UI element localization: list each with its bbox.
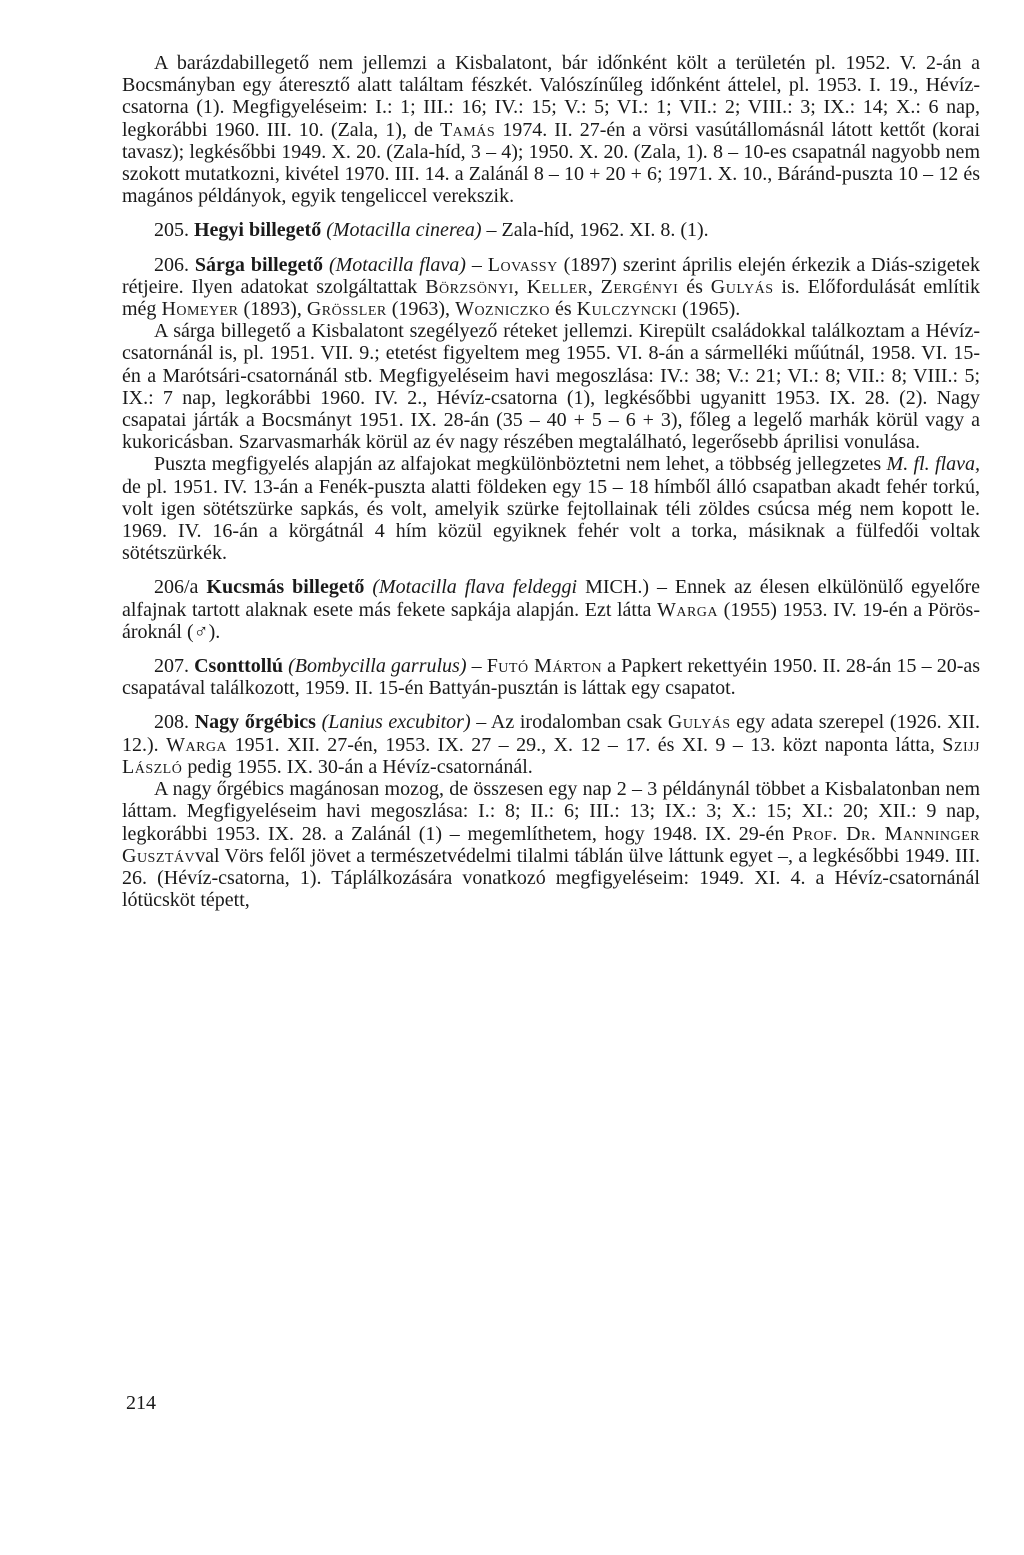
text-run: 205. xyxy=(154,219,194,242)
text-run: A nagy őrgébics magánosan mozog, de összesen egy nap 2 – 3 példánynál többet a Kisbalatonban nem láttam. Megfigyeléseim havi megoszlása: I.: 8; II.: 6; III.: 13; IX.: 3; X.: 15; XI.: 20; XII.: 9 nap, legkorábbi 1953. IX. 28. a Zalánál (1) – megemlíthetem, hogy 1948. IX. 29-én xyxy=(122,778,980,845)
species-name: Hegyi billegető xyxy=(194,219,322,242)
paragraph-p-barazda xyxy=(122,52,980,207)
text-run: (1963), xyxy=(386,298,456,321)
author-name: Gulyás xyxy=(710,275,774,298)
text-run: (1965). xyxy=(676,298,741,321)
latin-name: (Motacilla cinerea) xyxy=(321,219,482,242)
text-run: MICH.) – Ennek az élesen elkülönülő egyelőre alfajnak tartott alaknak esete más fekete sapkája alapján. Ezt látta xyxy=(122,576,980,621)
author-name: Szijj László xyxy=(122,733,980,778)
latin-name: (Motacilla flava) xyxy=(323,253,466,276)
text-run: – xyxy=(466,655,487,678)
author-name: Homeyer xyxy=(161,298,239,321)
author-name: Prof. Dr. Manninger Gusztáv xyxy=(122,822,980,867)
species-name: Sárga billegető xyxy=(194,253,324,276)
text-run: 1951. XII. 27-én, 1953. IX. 27 – 29., X. 12 – 17. és XI. 9 – 13. közt naponta látta, xyxy=(227,733,943,756)
paragraph-p-206-b xyxy=(122,320,980,453)
text-run: Puszta megfigyelés alapján az alfajokat megkülönböztetni nem lehet, a többség jellegzetes xyxy=(154,453,887,476)
paragraph-p-206 xyxy=(122,254,980,321)
latin-name: (Bombycilla garrulus) xyxy=(283,655,467,678)
text-run: de pl. 1951. IV. 13-án a Fenék-puszta alatti földeken egy 15 – 18 hímből álló csapatban akadt fehér torkú, volt igen sötétszürke sapkás, és volt, amelyik szürke fejtollainak téli zöldes csúcsa még nem kopott le. 1969. IV. 16-án a körgátnál 4 hím közül egyiknek fehér volt a torka, másiknak a fülfedői voltak sötétszürkék. xyxy=(122,475,980,565)
paragraph-p-207 xyxy=(122,655,980,699)
text-run: , xyxy=(587,275,601,298)
page-text-column xyxy=(122,52,980,911)
author-name: Börzsönyi xyxy=(425,275,514,298)
text-run: 206/a xyxy=(154,576,207,599)
text-run: 207. xyxy=(154,655,195,678)
author-name: Grössler xyxy=(306,298,387,321)
author-name: Zergényi xyxy=(600,275,679,298)
paragraph-p-205 xyxy=(122,219,980,241)
author-name: Gulyás xyxy=(667,711,731,734)
author-name: Tamás xyxy=(439,118,496,141)
species-name: Nagy őrgébics xyxy=(194,711,316,734)
latin-name: (Motacilla flava feldeggi xyxy=(364,576,586,599)
paragraph-p-206-c xyxy=(122,453,980,564)
author-name: Futó Márton xyxy=(486,655,603,678)
text-run: pedig 1955. IX. 30-án a Hévíz-csatornánál. xyxy=(182,755,533,778)
text-run: egy adata szerepel (1926. XII. 12.). xyxy=(122,711,981,756)
text-run: (1955) 1953. IV. 19-én a Pörös-ároknál (♂). xyxy=(122,598,980,643)
author-name: Warga xyxy=(166,733,228,756)
text-run: , xyxy=(513,275,527,298)
species-name: Csonttollú xyxy=(194,655,283,678)
text-run: – Az irodalomban csak xyxy=(470,711,668,734)
text-run: 208. xyxy=(154,711,195,734)
latin-name: M. fl. flava, xyxy=(886,453,981,476)
author-name: Lovassy xyxy=(487,253,558,276)
paragraph-p-208-b xyxy=(122,778,980,911)
text-run: A sárga billegető a Kisbalatont szegélyező réteket jellemzi. Kirepült családokkal találkoztam a Hévíz-csatornánál is, pl. 1951. VII. 9.; etetést figyeltem meg 1955. VI. 8-án a sármelléki műútnál, 1958. VI. 15-én a Marótsári-csatornánál stb. Megfigyeléseim havi megoszlása: IV.: 38; V.: 21; VI.: 8; VII.: 8; VIII.: 5; IX.: 7 nap, legkorábbi 1960. IV. 2., Hévíz-csatorna (1), legkésőbbi ugyanitt 1953. IX. 28. (2). Nagy csapatai járták a Bocsmányt 1951. IX. 28-án (35 – 40 + 5 – 6 + 3), főleg a legelő marhák körül vagy a kukoricásban. Szarvasmarhák körül az év nagy részében megtalálható, legerősebb áprilisi vonulása. xyxy=(122,320,980,454)
text-run: 206. xyxy=(154,253,195,276)
latin-name: (Lanius excubitor) xyxy=(315,711,471,734)
species-name: Kucsmás billegető xyxy=(206,576,365,599)
page-number: 214 xyxy=(126,1392,156,1414)
paragraph-p-206a xyxy=(122,576,980,643)
paragraph-p-208 xyxy=(122,711,980,778)
text-run: a Papkert rekettyéin 1950. II. 28-án 15 – 20-as csapatával találkozott, 1959. II. 15-én Battyán-pusztán is láttak egy csapatot. xyxy=(122,655,981,700)
text-run: és xyxy=(549,298,577,321)
text-run: is. Előfordulását említik még xyxy=(122,275,980,321)
text-run: 1974. II. 27-én a vörsi vasútállomásnál látott kettőt (korai tavasz); legkésőbbi 1949. X. 20. (Zala-híd, 3 – 4); 1950. X. 20. (Zala, 1). 8 – 10-es csapatnál nagyobb nem szokott mutatkozni, kivétel 1970. III. 14. a Zalánál 8 – 10 + 20 + 6; 1971. X. 10., Báránd-puszta 10 – 12 és magános példányok, egyik tengeliccel verekszik. xyxy=(122,118,981,208)
text-run: (1893), xyxy=(238,298,307,321)
author-name: Wozniczko xyxy=(455,298,550,321)
text-run: – Zala-híd, 1962. XI. 8. (1). xyxy=(481,219,709,242)
author-name: Warga xyxy=(656,598,719,621)
text-run: és xyxy=(678,275,711,298)
text-run: A barázdabillegető nem jellemzi a Kisbalatont, bár időnként költ a területén pl. 1952. V. 2-án a Bocsmányban egy áteresztő alatt találtam fészkét. Valószínűleg időnként áttelel, pl. 1953. I. 19., Hévíz-csatorna (1). Megfigyeléseim: I.: 1; III.: 16; IV.: 15; V.: 5; VI.: 1; VII.: 2; VIII.: 3; IX.: 14; X.: 6 nap, legkorábbi 1960. III. 10. (Zala, 1), de xyxy=(122,52,980,141)
author-name: Kulczyncki xyxy=(576,298,677,321)
text-run: – xyxy=(465,253,488,276)
text-run: (1897) szerint április elején érkezik a Diás-szigetek rétjeire. Ilyen adatokat szolgáltattak xyxy=(122,253,981,298)
author-name: Keller xyxy=(526,275,588,298)
text-run: val Vörs felől jövet a természetvédelmi tilalmi táblán ülve láttunk egyet –, a legkésőbbi 1949. III. 26. (Hévíz-csatorna, 1). Táplálkozására vonatkozó megfigyeléseim: 1949. XI. 4. a Hévíz-csatornánál lótücsköt tépett, xyxy=(122,844,980,912)
